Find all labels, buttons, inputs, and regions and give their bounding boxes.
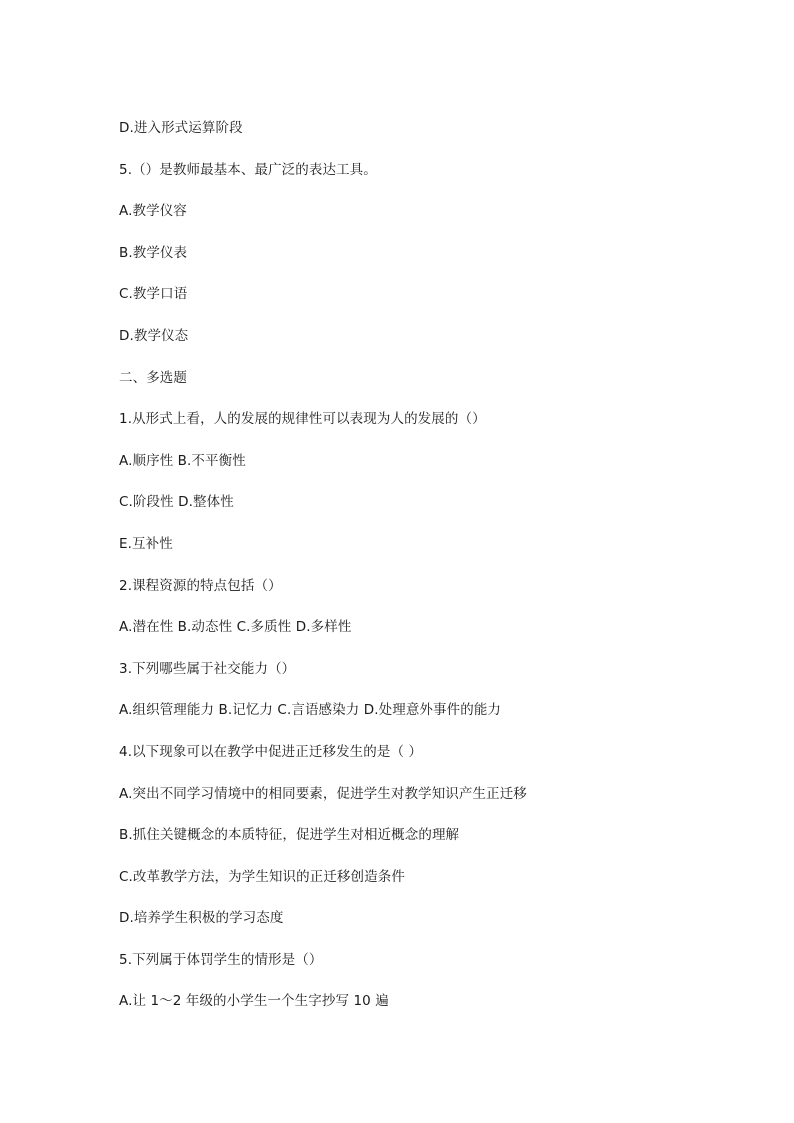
- option-c-q4-multi: C.改革教学方法，为学生知识的正迁移创造条件: [119, 868, 405, 885]
- options-ab-q1: A.顺序性 B.不平衡性: [119, 452, 246, 469]
- options-cd-q1: C.阶段性 D.整体性: [119, 494, 234, 511]
- question-2-multi: 2.课程资源的特点包括（）: [119, 577, 282, 594]
- options-q3: A.组织管理能力 B.记忆力 C.言语感染力 D.处理意外事件的能力: [119, 702, 502, 719]
- option-a-q4-multi: A.突出不同学习情境中的相同要素，促进学生对教学知识产生正迁移: [119, 785, 527, 802]
- option-b-q4-multi: B.抓住关键概念的本质特征，促进学生对相近概念的理解: [119, 827, 460, 844]
- option-b-q5: B.教学仪表: [119, 244, 188, 261]
- question-1-multi: 1.从形式上看，人的发展的规律性可以表现为人的发展的（）: [119, 411, 486, 428]
- options-q2: A.潜在性 B.动态性 C.多质性 D.多样性: [119, 619, 352, 636]
- option-d-q4: D.进入形式运算阶段: [119, 120, 243, 136]
- section-heading-multiple-choice: 二、多选题: [119, 369, 187, 386]
- option-c-q5: C.教学口语: [119, 286, 188, 303]
- option-e-q1: E.互补性: [119, 535, 173, 552]
- option-d-q5: D.教学仪态: [119, 327, 189, 344]
- question-4-multi: 4.以下现象可以在教学中促进正迁移发生的是（ ）: [119, 743, 423, 760]
- document-body: [119, 117, 719, 1032]
- option-a-q5: A.教学仪容: [119, 203, 187, 220]
- option-a-q5-multi: A.让 1～2 年级的小学生一个生字抄写 10 遍: [119, 993, 389, 1010]
- question-3-multi: 3.下列哪些属于社交能力（）: [119, 660, 296, 677]
- question-5-multi: 5.下列属于体罚学生的情形是（）: [119, 951, 323, 968]
- option-d-q4-multi: D.培养学生积极的学习态度: [119, 910, 284, 927]
- question-5-single: 5.（）是教师最基本、最广泛的表达工具。: [119, 161, 377, 178]
